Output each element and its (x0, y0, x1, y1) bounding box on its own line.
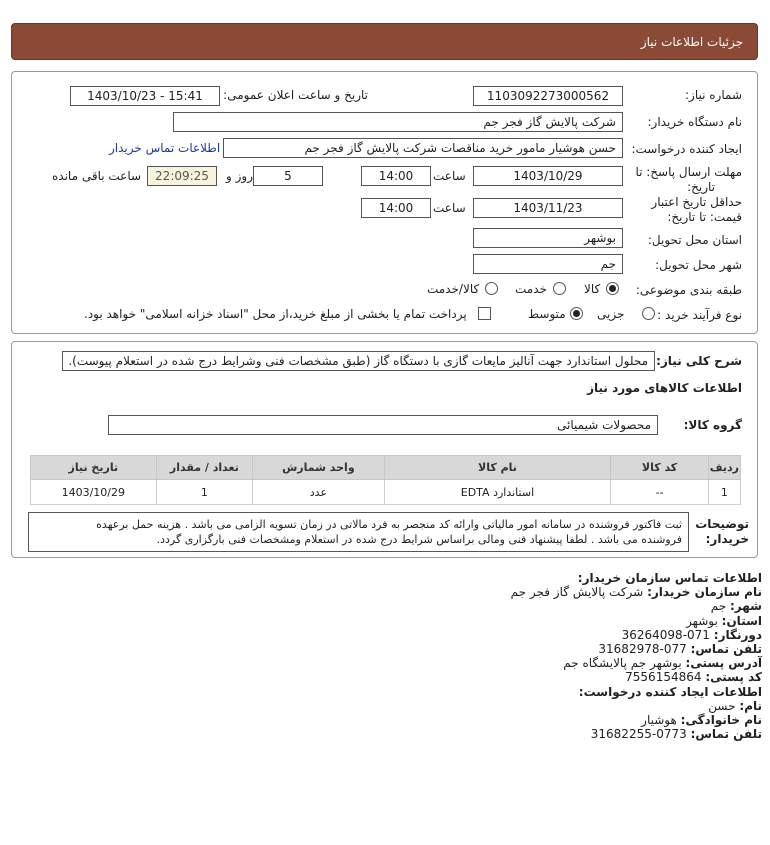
creator-last-name: نام خانوادگی: هوشیار (641, 713, 762, 728)
page-title: جزئیات اطلاعات نیاز (640, 35, 743, 49)
announce-field: 1403/10/23 - 15:41 (70, 86, 220, 106)
cell-need-date: 1403/10/29 (31, 480, 157, 505)
days-field: 5 (253, 166, 323, 186)
creator-first-name: نام: حسن (708, 698, 762, 713)
category-radio-goods[interactable] (606, 282, 619, 295)
need-number-label: شماره نیاز: (685, 88, 742, 102)
city-field: جم (473, 254, 623, 274)
reply-date-field: 1403/10/29 (473, 166, 623, 186)
contact-title: اطلاعات تماس سازمان خریدار: (577, 571, 762, 585)
contact-fax: دورنگار: 071-36264098 (621, 627, 762, 642)
contact-address: آدرس پستی: بوشهر جم پالایشگاه جم (563, 656, 762, 671)
goods-group-field: محصولات شیمیائی (108, 415, 658, 435)
col-name: نام کالا (384, 456, 611, 480)
need-number-field: 1103092273000562 (473, 86, 623, 106)
goods-group-label: گروه کالا: (683, 418, 742, 432)
creator-field: حسن هوشیار مامور خرید مناقصات شرکت پالایش گاز فجر جم (223, 138, 623, 158)
contact-city: شهر: جم (710, 599, 762, 614)
creator-phone: تلفن تماس: 0773-31682255 (590, 727, 762, 742)
province-label: استان محل تحویل: (647, 233, 742, 247)
summary-label: شرح کلی نیاز: (656, 354, 742, 368)
page-header (11, 23, 758, 60)
buyer-notes-line-1: ثبت فاکتور فروشنده در سامانه امور مالیاتی وارائه کد منجصر به فرد مالاتی در زمان تسویه الزامی می باشد . هزینه حمل برعهده (96, 518, 682, 531)
creator-label: ایجاد کننده درخواست: (631, 142, 742, 156)
cell-row: 1 (708, 480, 740, 505)
goods-table (30, 455, 741, 505)
cell-unit: عدد (253, 480, 384, 505)
cell-quantity: 1 (156, 480, 253, 505)
validity-date-field: 1403/11/23 (473, 198, 623, 218)
category-option-service: خدمت (515, 282, 547, 296)
category-label: طبقه بندی موضوعی: (635, 283, 742, 297)
creator-title: اطلاعات ایجاد کننده درخواست: (578, 684, 762, 699)
reply-deadline-label-2: تاریخ: (687, 180, 715, 194)
remaining-time-field: 22:09:25 (147, 166, 217, 186)
reply-time-word: ساعت (433, 169, 466, 183)
contact-org: نام سازمان خریدار: شرکت پالایش گاز فجر جم (510, 585, 762, 600)
process-option-medium: متوسط (528, 307, 566, 321)
col-unit: واحد شمارش (253, 456, 384, 480)
cell-code: -- (611, 480, 708, 505)
category-option-goods-service: کالا/خدمت (427, 282, 480, 296)
reply-time-field: 14:00 (361, 166, 431, 186)
summary-field: محلول استاندارد جهت آنالیز مایعات گازی با دستگاه گاز (طبق مشخصات فنی وشرایط درج شده در استعلام پیوست). (62, 351, 655, 371)
category-radio-service[interactable] (553, 282, 566, 295)
buyer-notes-label-2: خریدار: (705, 532, 749, 546)
days-and-label: روز و (226, 169, 253, 183)
process-option-minor: جزیی (597, 307, 625, 321)
contact-postal: کد پستی: 7556154864 (625, 670, 762, 685)
city-label: شهر محل تحویل: (655, 258, 742, 272)
announce-label: تاریخ و ساعت اعلان عمومی: (223, 88, 368, 102)
col-quantity: تعداد / مقدار (156, 456, 253, 480)
contact-phone: تلفن تماس: 077-31682978 (598, 642, 762, 657)
buyer-org-label: نام دستگاه خریدار: (647, 115, 742, 129)
reply-deadline-label: مهلت ارسال پاسخ: تا (635, 165, 742, 179)
col-need-date: تاریخ نیاز (31, 456, 157, 480)
treasury-payment-note: پرداخت تمام یا بخشی از مبلغ خرید،از محل "اسناد خزانه اسلامی" خواهد بود. (84, 307, 467, 321)
goods-table-header (31, 456, 741, 480)
remaining-time-label: ساعت باقی مانده (52, 169, 142, 183)
table-row (31, 480, 741, 505)
validity-time-word: ساعت (433, 201, 466, 215)
category-radio-goods-service[interactable] (485, 282, 498, 295)
process-radio-medium[interactable] (570, 307, 583, 320)
process-radio-minor[interactable] (642, 307, 655, 320)
goods-info-title: اطلاعات کالاهای مورد نیاز (587, 381, 742, 395)
buyer-contact-link[interactable]: اطلاعات تماس خریدار (109, 141, 221, 155)
cell-name: استاندارد EDTA (384, 480, 611, 505)
validity-label-2: قیمت: تا تاریخ: (667, 210, 742, 224)
col-row: ردیف (708, 456, 740, 480)
buyer-notes-line-2: فروشنده می باشد . لطفا پیشنهاد فنی ومالی براساس شرایط درج شده در استعلام ومشخصات فنی بارگزاری گردد. (156, 533, 682, 546)
category-option-goods: کالا (584, 282, 601, 296)
validity-time-field: 14:00 (361, 198, 431, 218)
col-code: کد کالا (611, 456, 708, 480)
province-field: بوشهر (473, 228, 623, 248)
treasury-payment-checkbox[interactable] (478, 307, 491, 320)
validity-label: حداقل تاریخ اعتبار (651, 195, 742, 209)
contact-province: استان: بوشهر (686, 613, 762, 628)
buyer-org-field: شرکت پالایش گاز فجر جم (173, 112, 623, 132)
buyer-notes-label: توضیحات (695, 517, 749, 531)
process-label: نوع فرآیند خرید : (657, 308, 742, 322)
buyer-notes-box (28, 512, 689, 552)
buyer-contact-section (262, 571, 762, 741)
